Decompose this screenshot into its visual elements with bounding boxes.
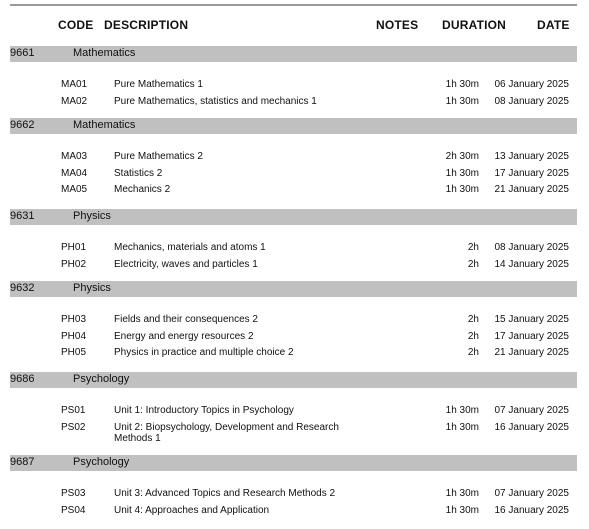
row-code: PS04: [61, 505, 86, 516]
group-number: 9631: [10, 210, 35, 222]
row-date: 16 January 2025: [494, 505, 569, 516]
row-duration: 1h 30m: [445, 505, 479, 516]
row-duration: 1h 30m: [445, 422, 479, 433]
row-code: PH02: [61, 259, 87, 270]
row-date: 08 January 2025: [494, 242, 569, 253]
group-number: 9686: [10, 373, 35, 385]
group-header: [10, 372, 577, 388]
row-code: PH04: [61, 331, 87, 342]
row-duration: 2h: [467, 331, 479, 342]
group-number: 9661: [10, 47, 35, 59]
header-duration: DURATION: [442, 18, 507, 32]
header-date: DATE: [537, 18, 570, 32]
row-code: MA03: [61, 151, 88, 162]
row-date: 07 January 2025: [494, 405, 569, 416]
group-subject: Physics: [73, 210, 111, 222]
group-header: [10, 281, 577, 297]
row-code: PS02: [61, 422, 86, 433]
row-date: 07 January 2025: [494, 488, 569, 499]
row-description: Unit 1: Introductory Topics in Psychology: [114, 405, 294, 416]
row-date: 06 January 2025: [494, 79, 569, 90]
group-subject: Psychology: [73, 456, 130, 468]
row-duration: 1h 30m: [445, 488, 479, 499]
row-duration: 1h 30m: [445, 96, 479, 107]
row-description: Fields and their consequences 2: [114, 314, 258, 325]
row-date: 14 January 2025: [494, 259, 569, 270]
row-code: PS03: [61, 488, 86, 499]
group-header: [10, 455, 577, 471]
row-code: PH03: [61, 314, 87, 325]
row-date: 17 January 2025: [494, 331, 569, 342]
row-description: Pure Mathematics 1: [114, 79, 203, 90]
row-date: 13 January 2025: [494, 151, 569, 162]
group-header: [10, 209, 577, 225]
group-subject: Psychology: [73, 373, 130, 385]
group-subject: Mathematics: [73, 119, 136, 131]
row-duration: 1h 30m: [445, 184, 479, 195]
row-date: 15 January 2025: [494, 314, 569, 325]
row-date: 17 January 2025: [494, 168, 569, 179]
row-code: PH01: [61, 242, 87, 253]
row-code: MA05: [61, 184, 88, 195]
row-duration: 2h: [467, 314, 479, 325]
header-notes: NOTES: [376, 18, 419, 32]
row-duration: 2h: [467, 242, 479, 253]
group-subject: Mathematics: [73, 47, 136, 59]
row-duration: 1h 30m: [445, 79, 479, 90]
row-code: PS01: [61, 405, 86, 416]
row-code: MA04: [61, 168, 88, 179]
row-code: MA02: [61, 96, 88, 107]
row-description: Mechanics 2: [114, 184, 171, 195]
row-description: Electricity, waves and particles 1: [114, 259, 258, 270]
row-date: 21 January 2025: [494, 347, 569, 358]
row-description: Mechanics, materials and atoms 1: [114, 242, 266, 253]
top-rule: [10, 4, 577, 6]
group-header: [10, 118, 577, 134]
row-duration: 1h 30m: [445, 405, 479, 416]
row-description: Unit 4: Approaches and Application: [114, 505, 270, 516]
row-description: Energy and energy resources 2: [114, 331, 254, 342]
row-date: 08 January 2025: [494, 96, 569, 107]
group-number: 9687: [10, 456, 35, 468]
row-description: Statistics 2: [114, 168, 163, 179]
row-date: 16 January 2025: [494, 422, 569, 433]
row-description: Pure Mathematics, statistics and mechanics 1: [114, 96, 317, 107]
row-duration: 2h: [467, 259, 479, 270]
group-header: [10, 46, 577, 62]
header-code: CODE: [58, 18, 94, 32]
row-duration: 2h: [467, 347, 479, 358]
row-duration: 1h 30m: [445, 168, 479, 179]
row-description: Pure Mathematics 2: [114, 151, 203, 162]
row-code: MA01: [61, 79, 88, 90]
row-code: PH05: [61, 347, 87, 358]
group-number: 9662: [10, 119, 35, 131]
row-description: Unit 2: Biopsychology, Development and Research Methods 1: [114, 422, 339, 444]
group-number: 9632: [10, 282, 35, 294]
row-description: Unit 3: Advanced Topics and Research Methods 2: [114, 488, 336, 499]
row-date: 21 January 2025: [494, 184, 569, 195]
row-description: Physics in practice and multiple choice 2: [114, 347, 294, 358]
header-description: DESCRIPTION: [104, 18, 189, 32]
group-subject: Physics: [73, 282, 111, 294]
row-duration: 2h 30m: [445, 151, 479, 162]
